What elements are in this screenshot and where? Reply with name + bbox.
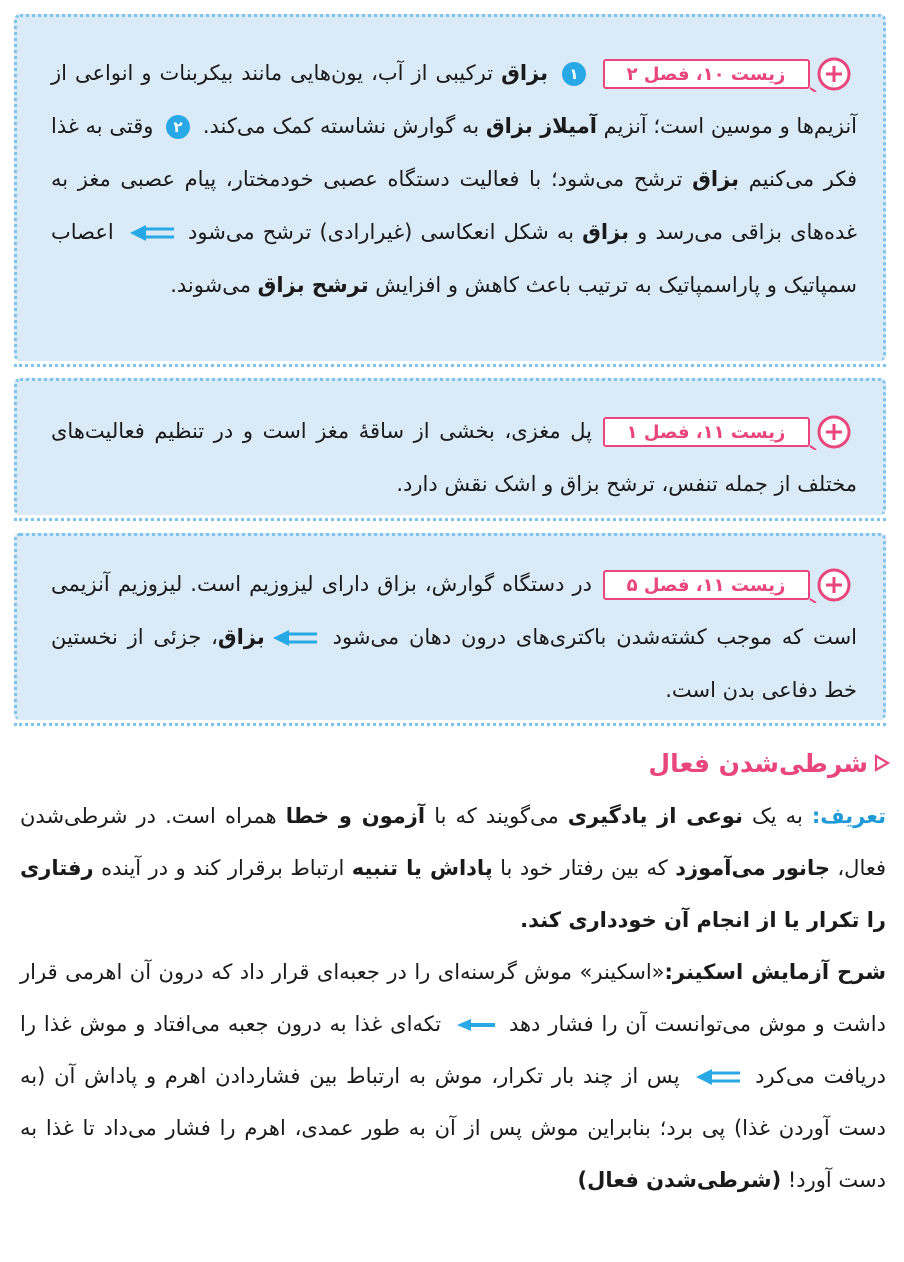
reference-tag <box>602 56 857 92</box>
bold-term: بزاق <box>501 61 548 85</box>
single-arrow-icon <box>455 1018 495 1032</box>
double-arrow-icon <box>271 629 317 647</box>
bold-term: آمیلاز بزاق <box>485 114 597 138</box>
text-run: می‌شوند. <box>170 273 258 297</box>
reference-label: زیست ۱۱، فصل ۵ <box>626 575 786 596</box>
text-run: که بین رفتار خود با <box>492 856 676 880</box>
bold-term: پاداش یا تنبیه <box>351 856 493 880</box>
info-box-text <box>51 558 857 717</box>
plus-circle-icon <box>602 56 857 92</box>
info-box-biology-10 <box>14 14 886 361</box>
section-heading <box>648 743 890 783</box>
text-run: اعصاب سمپاتیک و پاراسمپاتیک به ترتیب باعث کاهش و افزایش <box>51 220 857 297</box>
number-badge: ۱ <box>562 62 586 86</box>
text-run: به گوارش نشاسته کمک می‌کند. <box>196 114 486 138</box>
bold-term: (شرطی‌شدن فعال) <box>577 1168 782 1192</box>
text-run: «اسکینر» موش گرسنه‌ای را در جعبه‌ای قرار داد که درون آن اهرمی قرار داشت و موش می‌توانست آن را فشار دهد <box>20 960 886 1036</box>
section-title: شرطی‌شدن فعال <box>648 748 868 778</box>
text-run: پل مغزی، بخشی از ساقهٔ مغز است و در تنظیم فعالیت‌های مختلف از جمله تنفس، ترشح بزاق و اشک نقش دارد. <box>51 419 857 496</box>
reference-tag <box>602 414 857 450</box>
double-arrow-icon <box>128 224 174 242</box>
text-run: تکه‌ای غذا به درون جعبه می‌افتاد و موش غذا را دریافت می‌کرد <box>20 1012 886 1088</box>
bold-term: بزاق <box>582 220 630 244</box>
text-run: می‌گویند که با <box>425 804 568 828</box>
double-arrow-icon <box>694 1068 740 1086</box>
text-run: به یک <box>742 804 812 828</box>
text-run: به شکل انعکاسی (غیرارادی) ترشح می‌شود <box>179 220 583 244</box>
text-run: در دستگاه گوارش، بزاق دارای لیزوزیم است. لیزوزیم آنزیمی است که موجب کشته‌شدن باکتری‌های درون دهان می‌شود <box>51 572 857 649</box>
info-box-biology-11-ch5 <box>14 533 886 720</box>
text-run: ترکیبی از آب، یون‌هایی مانند بیکربنات و انواعی از آنزیم‌ها و موسین است؛ آنزیم <box>51 61 857 138</box>
experiment-label: شرح آزمایش اسکینر: <box>664 960 887 984</box>
text-run: پس از چند بار تکرار، موش به ارتباط بین فشاردادن اهرم و پاداش آن (به دست آوردن غذا) پی برد؛ بنابراین موش پس از آن به طور عمدی، اهرم را فشار می‌داد تا غذا به دست آورد! <box>20 1064 886 1192</box>
bold-term: بزاق <box>692 167 740 191</box>
reference-tag <box>602 567 857 603</box>
text-run: همراه است. در شرطی‌شدن فعال، <box>20 804 887 880</box>
triangle-bullet-icon <box>874 754 890 772</box>
text-run: ، جزئی از نخستین خط دفاعی بدن است. <box>51 625 857 702</box>
info-box-text <box>51 405 857 511</box>
plus-circle-icon <box>602 414 857 450</box>
number-badge: ۲ <box>166 115 190 139</box>
info-box-biology-11-ch1 <box>14 378 886 515</box>
definition-label: تعریف: <box>811 804 886 828</box>
bold-term: جانور می‌آموزد <box>675 856 830 880</box>
reference-label: زیست ۱۰، فصل ۲ <box>626 64 786 85</box>
text-run: وقتی به غذا فکر می‌کنیم <box>51 114 857 191</box>
main-body <box>20 790 886 1206</box>
plus-circle-icon <box>602 567 857 603</box>
info-box-text <box>51 47 857 312</box>
reference-label: زیست ۱۱، فصل ۱ <box>626 422 786 443</box>
text-run: ترشح می‌شود؛ با فعالیت دستگاه عصبی خودمختار، پیام عصبی مغز به غده‌های بزاقی می‌رسد و <box>51 167 857 244</box>
bold-term: نوعی از یادگیری <box>567 804 743 828</box>
bold-term: آزمون و خطا <box>285 804 426 828</box>
text-run: ارتباط برقرار کند و در آینده <box>93 856 352 880</box>
bold-term: بزاق <box>217 625 265 649</box>
bold-term: ترشح بزاق <box>257 273 369 297</box>
bold-term: رفتاری را تکرار یا از انجام آن خودداری کند. <box>20 856 886 932</box>
